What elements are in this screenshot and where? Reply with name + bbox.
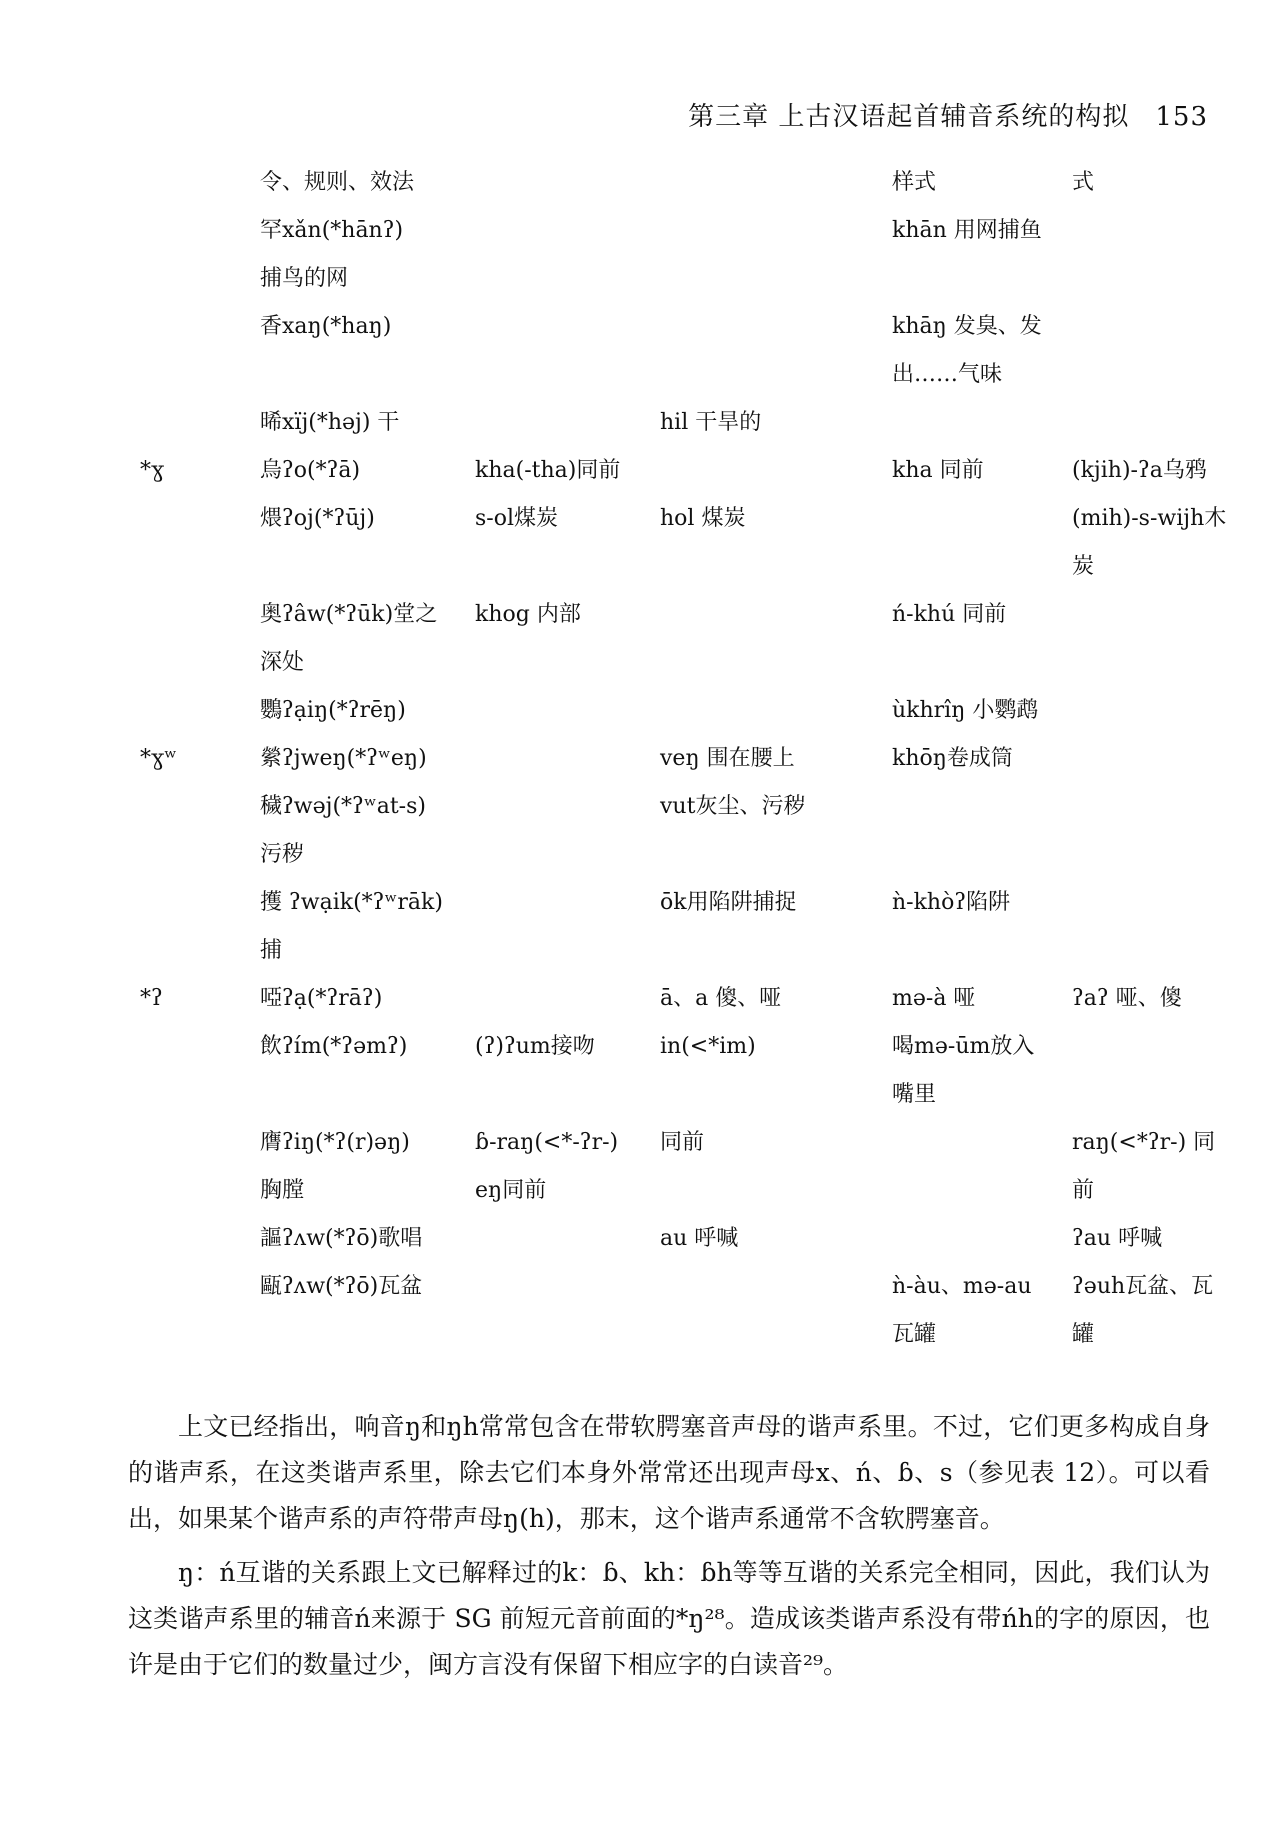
cell-col-c: 样式 — [892, 170, 937, 195]
cell-character: 穢ʔwǝj(*ʔʷat-s) — [260, 794, 426, 819]
cell-col-b: 同前 — [660, 1130, 705, 1155]
cell-col-d: 前 — [1072, 1178, 1095, 1203]
paragraph-1: 上文已经指出，响音ŋ和ŋh常常包含在带软腭塞音声母的谐声系里。不过，它们更多构成自身的谐声系，在这类谐声系里，除去它们本身外常常还出现声母x、ń、ɓ、s（参见表 12）。可以看出，如果某个谐声系的声符带声母ŋ(h)，那末，这个谐声系通常不含软腭塞音。 — [128, 1412, 1210, 1533]
cell-col-d: raŋ(<*ʔr-) 同 — [1072, 1130, 1216, 1155]
cell-character: 飲ʔím(*ʔəmʔ) — [260, 1034, 408, 1059]
comparison-table — [0, 170, 1280, 1370]
chapter-title: 第三章 上古汉语起首辅音系统的构拟 — [688, 102, 1130, 132]
cell-character: 甌ʔʌw(*ʔō)瓦盆 — [260, 1274, 423, 1299]
table-row — [0, 1034, 1280, 1082]
cell-col-c: khōŋ卷成筒 — [892, 746, 1013, 771]
cell-col-a: s-ol煤炭 — [475, 506, 559, 531]
cell-character: 啞ʔạ(*ʔrāʔ) — [260, 986, 383, 1011]
table-row — [0, 410, 1280, 458]
cell-character: 令、规则、效法 — [260, 170, 415, 195]
cell-col-d: 式 — [1072, 170, 1095, 195]
table-row — [0, 938, 1280, 986]
cell-initial: *ʔ — [140, 986, 163, 1011]
cell-col-c: ùkhrîŋ 小鹦鹉 — [892, 698, 1039, 723]
cell-col-d: (kjih)-ʔa乌鸦 — [1072, 458, 1207, 483]
cell-character: 膺ʔiŋ(*ʔ(r)əŋ) — [260, 1130, 410, 1155]
table-row — [0, 506, 1280, 554]
cell-character: 擭 ʔwạik(*ʔʷrāk) — [260, 890, 443, 915]
body-text — [128, 1404, 1210, 1696]
cell-col-c: mə-à 哑 — [892, 986, 976, 1011]
cell-col-c: kha 同前 — [892, 458, 984, 483]
cell-col-c: khān 用网捕鱼 — [892, 218, 1042, 243]
table-row — [0, 1130, 1280, 1178]
cell-col-a: (ʔ)ʔum接吻 — [475, 1034, 595, 1059]
cell-col-b: hol 煤炭 — [660, 506, 746, 531]
cell-col-d: ʔaʔ 哑、傻 — [1072, 986, 1182, 1011]
table-row — [0, 1274, 1280, 1322]
cell-col-a: eŋ同前 — [475, 1178, 547, 1203]
cell-col-b: au 呼喊 — [660, 1226, 739, 1251]
cell-col-a: khog 内部 — [475, 602, 581, 627]
cell-col-d: ʔau 呼喊 — [1072, 1226, 1163, 1251]
cell-col-b: in(<*im) — [660, 1034, 756, 1059]
table-row — [0, 986, 1280, 1034]
cell-col-c: khāŋ 发臭、发 — [892, 314, 1042, 339]
cell-col-b: ā、a 傻、哑 — [660, 986, 782, 1011]
cell-col-b: vut灰尘、污秽 — [660, 794, 806, 819]
cell-col-c: 瓦罐 — [892, 1322, 937, 1347]
table-row — [0, 698, 1280, 746]
table-row — [0, 842, 1280, 890]
table-row — [0, 794, 1280, 842]
cell-col-c: 喝mə-ūm放入 — [892, 1034, 1035, 1059]
table-row — [0, 1322, 1280, 1370]
cell-character: 捕鸟的网 — [260, 266, 349, 291]
table-row — [0, 362, 1280, 410]
cell-character: 鸚ʔạiŋ(*ʔrēŋ) — [260, 698, 406, 723]
cell-character: 胸膛 — [260, 1178, 305, 1203]
table-row — [0, 602, 1280, 650]
table-row — [0, 170, 1280, 218]
cell-character: 縈ʔjweŋ(*ʔʷeŋ) — [260, 746, 427, 771]
cell-col-c: ń-khú 同前 — [892, 602, 1007, 627]
cell-character: 煨ʔoj(*ʔūj) — [260, 506, 375, 531]
cell-character: 烏ʔo(*ʔā) — [260, 458, 361, 483]
page-number: 153 — [1155, 102, 1208, 132]
cell-character: 罕xǎn(*hānʔ) — [260, 218, 404, 243]
cell-col-a: kha(-tha)同前 — [475, 458, 621, 483]
page-header — [688, 96, 1208, 133]
cell-initial: *ɣ — [140, 458, 165, 483]
table-row — [0, 314, 1280, 362]
table-row — [0, 1082, 1280, 1130]
cell-character: 謳ʔʌw(*ʔō)歌唱 — [260, 1226, 423, 1251]
table-row — [0, 890, 1280, 938]
cell-col-c: 嘴里 — [892, 1082, 937, 1107]
table-row — [0, 746, 1280, 794]
cell-col-b: ōk用陷阱捕捉 — [660, 890, 797, 915]
cell-col-b: hil 干旱的 — [660, 410, 762, 435]
table-row — [0, 650, 1280, 698]
table-row — [0, 1226, 1280, 1274]
table-row — [0, 458, 1280, 506]
cell-col-d: (mih)-s-wijh木 — [1072, 506, 1227, 531]
table-row — [0, 554, 1280, 602]
cell-col-a: ɓ-raŋ(<*-ʔr-) — [475, 1130, 619, 1155]
cell-col-c: ǹ-àu、mə-au — [892, 1274, 1032, 1299]
cell-character: 奥ʔâw(*ʔūk)堂之 — [260, 602, 438, 627]
cell-character: 捕 — [260, 938, 283, 963]
cell-initial: *ɣʷ — [140, 746, 178, 771]
table-row — [0, 218, 1280, 266]
cell-character: 深处 — [260, 650, 305, 675]
cell-col-c: ǹ-khòʔ陷阱 — [892, 890, 1011, 915]
table-row — [0, 1178, 1280, 1226]
cell-character: 香xaŋ(*haŋ) — [260, 314, 392, 339]
cell-col-d: ʔəuh瓦盆、瓦 — [1072, 1274, 1214, 1299]
paragraph-2: ŋ：ń互谐的关系跟上文已解释过的k：ɓ、kh：ɓh等等互谐的关系完全相同，因此，我们认为这类谐声系里的辅音ń来源于 SG 前短元音前面的*ŋ²⁸。造成该类谐声系没有带ńh的字的原因，也许是由于它们的数量过少，闽方言没有保留下相应字的白读音²⁹。 — [128, 1558, 1210, 1679]
cell-col-d: 罐 — [1072, 1322, 1095, 1347]
cell-character: 晞xïj(*həj) 干 — [260, 410, 400, 435]
cell-character: 污秽 — [260, 842, 305, 867]
cell-col-c: 出……气味 — [892, 362, 1003, 387]
cell-col-d: 炭 — [1072, 554, 1095, 579]
table-row — [0, 266, 1280, 314]
cell-col-b: veŋ 围在腰上 — [660, 746, 795, 771]
